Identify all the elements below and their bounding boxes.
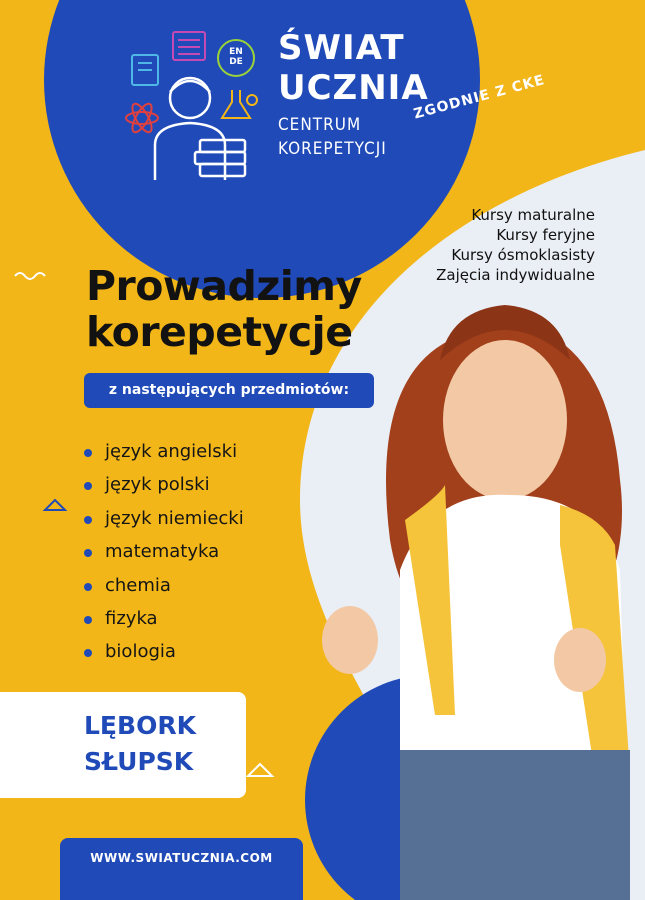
subject-label: język angielski <box>105 441 238 462</box>
brand-subtitle <box>278 113 387 161</box>
subject-item <box>84 572 244 605</box>
subject-item <box>84 471 244 504</box>
brand-subtitle-line2: KOREPETYCJI <box>278 139 387 159</box>
subject-label: chemia <box>105 574 171 596</box>
subjects-list <box>84 438 244 672</box>
subject-item <box>84 505 244 538</box>
triangle-blue <box>45 500 65 510</box>
subject-label: biologia <box>105 641 176 663</box>
subject-item <box>84 638 244 671</box>
headline-line2: korepetycje <box>86 308 353 356</box>
brand-title-line1: ŚWIAT <box>278 28 405 68</box>
headline <box>86 263 362 355</box>
triangle-white <box>248 764 272 776</box>
subject-label: matematyka <box>105 541 220 563</box>
squiggle <box>15 273 45 279</box>
headline-line1: Prowadzimy <box>86 262 362 310</box>
subject-label: fizyka <box>105 607 158 629</box>
bullet-icon <box>84 549 92 557</box>
city-lebork: LĘBORK <box>84 711 196 740</box>
bullet-icon <box>84 516 92 524</box>
brand-title <box>278 28 429 108</box>
bullet-icon <box>84 449 92 457</box>
brand-subtitle-line1: CENTRUM <box>278 115 362 135</box>
subject-item <box>84 605 244 638</box>
cke-tagline: ZGODNIE Z CKE <box>412 71 547 123</box>
subject-label: język niemiecki <box>105 507 244 529</box>
city-slupsk: SŁUPSK <box>84 747 194 776</box>
bullet-icon <box>84 482 92 490</box>
course-item: Kursy ósmoklasisty <box>451 246 595 264</box>
language-badge: EN DE <box>229 47 243 67</box>
course-item: Kursy feryjne <box>496 226 595 244</box>
subject-item <box>84 438 244 471</box>
bullet-icon <box>84 616 92 624</box>
cities <box>84 708 196 780</box>
website-link[interactable]: WWW.SWIATUCZNIA.COM <box>90 851 273 865</box>
subjects-label: z następujących przedmiotów: <box>84 373 374 408</box>
bullet-icon <box>84 649 92 657</box>
course-item: Zajęcia indywidualne <box>436 266 595 284</box>
courses-list <box>436 205 595 285</box>
brand-title-line2: UCZNIA <box>278 68 429 108</box>
bullet-icon <box>84 583 92 591</box>
subject-item <box>84 538 244 571</box>
subject-label: język polski <box>105 474 210 496</box>
course-item: Kursy maturalne <box>471 206 595 224</box>
